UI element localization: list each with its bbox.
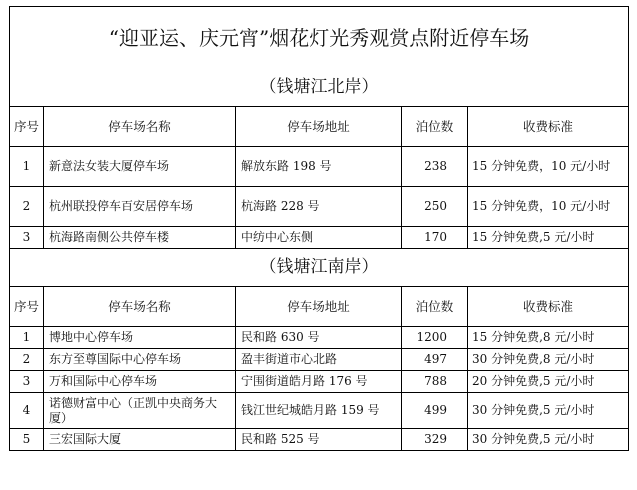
row-address: 钱江世纪城皓月路 159 号 <box>236 393 402 429</box>
row-address: 民和路 525 号 <box>236 429 402 451</box>
row-address: 盈丰街道市心北路 <box>236 349 402 371</box>
row-name: 新意法女装大厦停车场 <box>44 147 236 187</box>
south-header-row <box>10 287 629 327</box>
row-name: 三宏国际大厦 <box>44 429 236 451</box>
table-row <box>10 327 629 349</box>
row-spaces: 250 <box>402 187 468 227</box>
north-header-row <box>10 107 629 147</box>
row-index: 1 <box>10 327 44 349</box>
row-address: 宁围街道皓月路 176 号 <box>236 371 402 393</box>
table-row <box>10 227 629 249</box>
row-fee: 20 分钟免费,5 元/小时 <box>468 371 629 393</box>
column-header-address: 停车场地址 <box>236 107 402 147</box>
row-address: 杭海路 228 号 <box>236 187 402 227</box>
row-address: 解放东路 198 号 <box>236 147 402 187</box>
row-name: 杭州联投停车百安居停车场 <box>44 187 236 227</box>
column-header-index: 序号 <box>10 287 44 327</box>
row-spaces: 238 <box>402 147 468 187</box>
north-bank-heading: （钱塘江北岸） <box>10 69 629 107</box>
column-header-spaces: 泊位数 <box>402 107 468 147</box>
table-row <box>10 429 629 451</box>
table-row <box>10 349 629 371</box>
row-spaces: 497 <box>402 349 468 371</box>
row-index: 1 <box>10 147 44 187</box>
column-header-spaces: 泊位数 <box>402 287 468 327</box>
row-fee: 30 分钟免费,5 元/小时 <box>468 429 629 451</box>
row-spaces: 788 <box>402 371 468 393</box>
row-name: 博地中心停车场 <box>44 327 236 349</box>
row-name: 万和国际中心停车场 <box>44 371 236 393</box>
row-spaces: 1200 <box>402 327 468 349</box>
table-row <box>10 147 629 187</box>
row-fee: 30 分钟免费,5 元/小时 <box>468 393 629 429</box>
row-name: 诺德财富中心（正凯中央商务大厦） <box>44 393 236 429</box>
row-fee: 30 分钟免费,8 元/小时 <box>468 349 629 371</box>
row-address: 中纺中心东侧 <box>236 227 402 249</box>
row-index: 2 <box>10 187 44 227</box>
row-spaces: 329 <box>402 429 468 451</box>
column-header-name: 停车场名称 <box>44 287 236 327</box>
table-row <box>10 187 629 227</box>
row-spaces: 170 <box>402 227 468 249</box>
parking-table <box>9 6 629 451</box>
column-header-address: 停车场地址 <box>236 287 402 327</box>
document-title: “迎亚运、庆元宵”烟花灯光秀观赏点附近停车场 <box>10 7 629 69</box>
row-fee: 15 分钟免费,5 元/小时 <box>468 227 629 249</box>
row-name: 东方至尊国际中心停车场 <box>44 349 236 371</box>
table-row <box>10 393 629 429</box>
row-fee: 15 分钟免费，10 元/小时 <box>468 187 629 227</box>
row-index: 3 <box>10 227 44 249</box>
table-row <box>10 371 629 393</box>
row-fee: 15 分钟免费，10 元/小时 <box>468 147 629 187</box>
south-bank-heading: （钱塘江南岸） <box>10 249 629 287</box>
row-index: 3 <box>10 371 44 393</box>
row-fee: 15 分钟免费,8 元/小时 <box>468 327 629 349</box>
row-index: 2 <box>10 349 44 371</box>
column-header-name: 停车场名称 <box>44 107 236 147</box>
column-header-fee: 收费标准 <box>468 287 629 327</box>
column-header-index: 序号 <box>10 107 44 147</box>
row-index: 4 <box>10 393 44 429</box>
column-header-fee: 收费标准 <box>468 107 629 147</box>
row-name: 杭海路南侧公共停车楼 <box>44 227 236 249</box>
row-index: 5 <box>10 429 44 451</box>
row-spaces: 499 <box>402 393 468 429</box>
row-address: 民和路 630 号 <box>236 327 402 349</box>
